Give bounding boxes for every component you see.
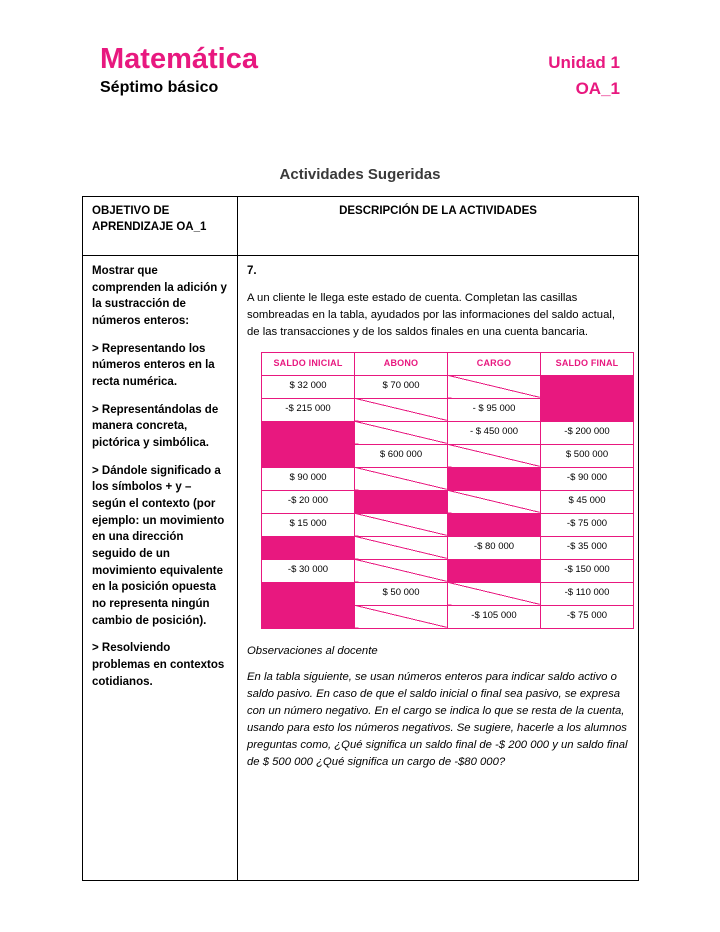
bank-cell-crossed — [355, 398, 448, 421]
bank-cell-blank-shaded[interactable] — [262, 605, 355, 628]
bank-cell-blank-shaded[interactable] — [448, 513, 541, 536]
bank-cell-blank-shaded[interactable] — [262, 421, 355, 444]
bank-cell-crossed — [448, 490, 541, 513]
bank-col-saldo-final: SALDO FINAL — [541, 353, 634, 375]
bank-cell-crossed — [448, 375, 541, 398]
section-heading: Actividades Sugeridas — [279, 166, 441, 183]
bank-cell-blank-shaded[interactable] — [448, 467, 541, 490]
bank-table-body — [262, 375, 634, 628]
bank-cell-crossed — [355, 605, 448, 628]
bank-cell-value: - $ 450 000 — [448, 421, 541, 444]
bank-cell-value: $ 45 000 — [541, 490, 634, 513]
level-subtitle: Séptimo básico — [100, 79, 219, 97]
bank-cell-value: $ 32 000 — [262, 375, 355, 398]
objective-paragraph: > Representando los números enteros en la recta numérica. — [92, 342, 215, 389]
bank-cell-value: -$ 105 000 — [448, 605, 541, 628]
bank-table-row — [262, 513, 634, 536]
bank-cell-value: $ 15 000 — [262, 513, 355, 536]
bank-cell-value: -$ 75 000 — [541, 605, 634, 628]
objective-paragraph: > Dándole significado a los símbolos + y – según el contexto (por ejemplo: un movimiento en una dirección seguido de un movimiento equivalente en la posición opuesta no representa ningún cambio de posición). — [92, 464, 225, 627]
bank-cell-value: $ 500 000 — [541, 444, 634, 467]
bank-table-row — [262, 444, 634, 467]
table-body-row — [83, 256, 639, 881]
bank-cell-value: -$ 35 000 — [541, 536, 634, 559]
bank-cell-crossed — [355, 421, 448, 444]
bank-cell-crossed — [355, 513, 448, 536]
bank-cell-value: -$ 30 000 — [262, 559, 355, 582]
table-header-row — [83, 197, 639, 256]
bank-table-row — [262, 421, 634, 444]
bank-cell-crossed — [448, 444, 541, 467]
bank-cell-crossed — [355, 559, 448, 582]
main-content-table — [82, 196, 639, 881]
bank-cell-value: -$ 80 000 — [448, 536, 541, 559]
bank-cell-crossed — [355, 467, 448, 490]
objective-paragraph: > Resolviendo problemas en contextos cotidianos. — [92, 642, 225, 688]
bank-table-row — [262, 490, 634, 513]
description-cell — [238, 256, 639, 881]
bank-cell-value: -$ 215 000 — [262, 398, 355, 421]
bank-cell-value: -$ 75 000 — [541, 513, 634, 536]
bank-table-row — [262, 582, 634, 605]
subject-title: Matemática — [100, 43, 258, 75]
header-description: DESCRIPCIÓN DE LA ACTIVIDADES — [238, 197, 639, 256]
bank-cell-value: -$ 150 000 — [541, 559, 634, 582]
bank-col-abono: ABONO — [355, 353, 448, 375]
bank-cell-value: -$ 200 000 — [541, 421, 634, 444]
bank-cell-blank-shaded[interactable] — [262, 444, 355, 467]
title-block — [100, 44, 258, 97]
observations-title: Observaciones al docente — [247, 644, 378, 657]
bank-cell-blank-shaded[interactable] — [541, 375, 634, 398]
bank-cell-blank-shaded[interactable] — [448, 559, 541, 582]
bank-cell-crossed — [448, 582, 541, 605]
bank-table-row — [262, 467, 634, 490]
oa-label: OA_1 — [575, 78, 620, 98]
header-objective: OBJETIVO DE APRENDIZAJE OA_1 — [83, 197, 238, 256]
bank-table-row — [262, 559, 634, 582]
bank-table-wrapper — [247, 352, 629, 628]
bank-cell-value: $ 70 000 — [355, 375, 448, 398]
bank-cell-value: -$ 20 000 — [262, 490, 355, 513]
page-header — [0, 0, 720, 110]
bank-cell-value: - $ 95 000 — [448, 398, 541, 421]
objective-paragraph: Mostrar que comprenden la adición y la sustracción de números enteros: — [92, 265, 227, 328]
bank-table-row — [262, 536, 634, 559]
bank-col-cargo: CARGO — [448, 353, 541, 375]
unit-block — [548, 50, 620, 101]
objective-paragraph: > Representándolas de manera concreta, pictórica y simbólica. — [92, 403, 219, 450]
bank-table-row — [262, 605, 634, 628]
unit-label: Unidad 1 — [548, 53, 620, 72]
bank-table-row — [262, 398, 634, 421]
bank-cell-blank-shaded[interactable] — [541, 398, 634, 421]
activity-number: 7. — [247, 265, 257, 277]
bank-cell-value: $ 600 000 — [355, 444, 448, 467]
objective-cell — [83, 256, 238, 881]
observations-body: En la tabla siguiente, se usan números enteros para indicar saldo activo o saldo pasivo. En caso de que el saldo inicial o final sea pasivo, se expresa con un número negativo. En el cargo se indica lo que se resta de la cuenta, usando para esto los números negativos. Se sugiere, hacerle a los alumnos preguntas como, ¿Qué significa un saldo final de -$ 200 000 y un saldo final de $ 500 000 ¿Qué significa un cargo de -$80 000? — [247, 670, 628, 768]
bank-cell-value: $ 50 000 — [355, 582, 448, 605]
bank-cell-blank-shaded[interactable] — [262, 536, 355, 559]
bank-header-row — [262, 353, 634, 375]
bank-cell-crossed — [355, 536, 448, 559]
bank-col-saldo-inicial: SALDO INICIAL — [262, 353, 355, 375]
bank-cell-value: -$ 90 000 — [541, 467, 634, 490]
bank-cell-value: -$ 110 000 — [541, 582, 634, 605]
bank-table-row — [262, 375, 634, 398]
bank-statement-table — [261, 352, 634, 628]
bank-cell-value: $ 90 000 — [262, 467, 355, 490]
bank-cell-blank-shaded[interactable] — [262, 582, 355, 605]
bank-cell-blank-shaded[interactable] — [355, 490, 448, 513]
activity-intro: A un cliente le llega este estado de cuenta. Completan las casillas sombreadas en la tabla, ayudados por las informaciones del saldo actual, de las transacciones y de los saldos finales en una cuenta bancaria. — [247, 291, 615, 338]
